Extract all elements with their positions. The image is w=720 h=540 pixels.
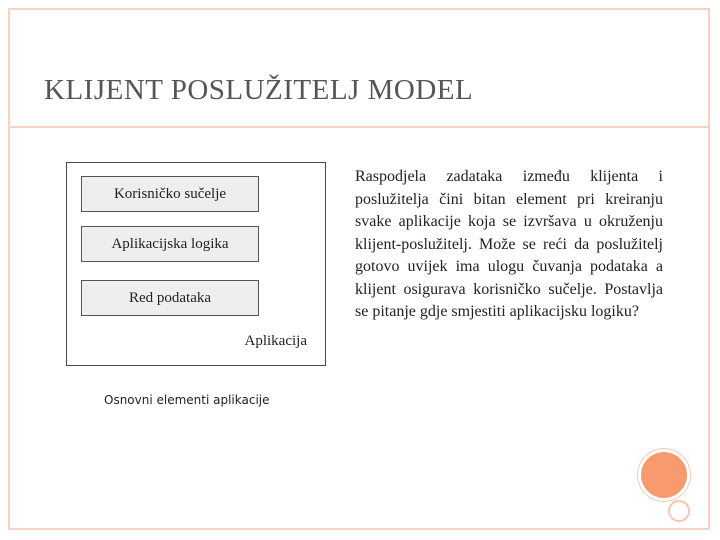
application-label: Aplikacija bbox=[244, 333, 307, 349]
slide-title: KLIJENT POSLUŽITELJ MODEL bbox=[44, 74, 474, 106]
decorative-circle-outline bbox=[668, 500, 690, 522]
layer-data-queue: Red podataka bbox=[81, 280, 259, 316]
layer-application-logic: Aplikacijska logika bbox=[81, 226, 259, 262]
diagram-caption: Osnovni elementi aplikacije bbox=[104, 393, 270, 407]
layer-user-interface: Korisničko sučelje bbox=[81, 176, 259, 212]
title-divider bbox=[8, 126, 710, 128]
body-paragraph: Raspodjela zadataka između klijenta i poslužitelja čini bitan element pri kreiranju svake aplikacije koja se izvršava u okruženju klijent-poslužitelj. Može se reći da poslužitelj gotovo uvijek ima ulogu čuvanja podataka a klijent osigurava korisničko sučelje. Postavlja se pitanje gdje smjestiti aplikacijsku logiku? bbox=[355, 168, 663, 320]
decorative-circle-filled bbox=[641, 452, 687, 498]
application-container bbox=[66, 162, 326, 366]
